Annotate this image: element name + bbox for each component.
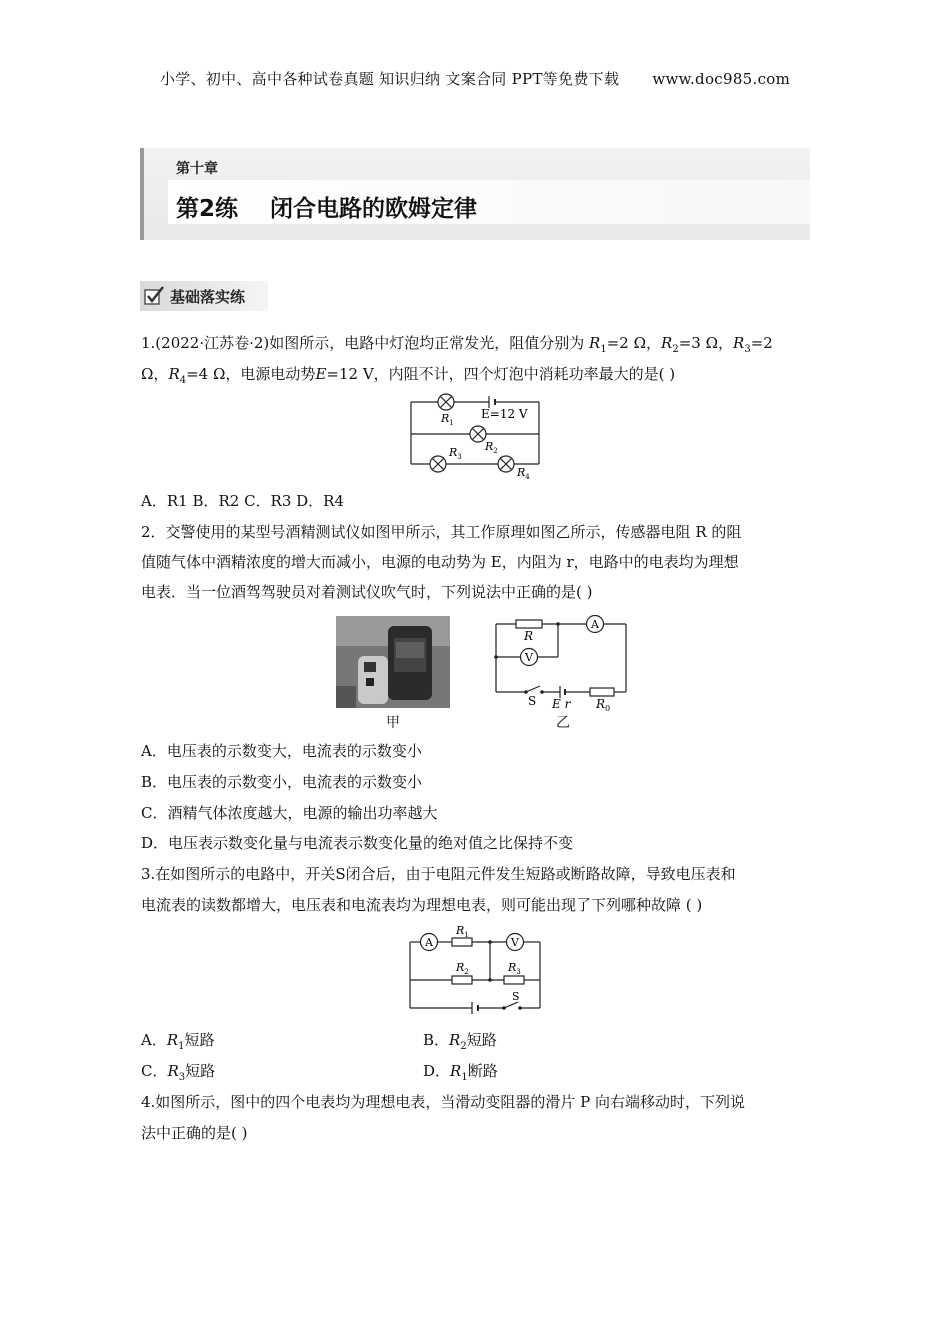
q3-line1: 3.在如图所示的电路中，开关S闭合后，由于电阻元件发生短路或断路故障，导致电压表和 (141, 865, 736, 883)
sensor-resistor-icon (516, 620, 542, 628)
breathalyzer-photo (336, 616, 450, 708)
svg-text:V: V (511, 936, 519, 949)
q2-option-b: B．电压表的示数变小，电流表的示数变小 (141, 773, 423, 791)
q2-label-r0: $R_0$ (596, 697, 611, 713)
q1-label-r4: $R_4$ (517, 466, 530, 481)
q1-label-r1: $R_1$ (441, 412, 454, 427)
q2-voltmeter-icon (521, 649, 538, 666)
q3-label-r1: $R_1$ (456, 924, 469, 939)
q3-r3-resistor-icon (504, 976, 524, 984)
q1-options-text: A．R1 B．R2 C．R3 D．R4 (141, 492, 345, 510)
q2-line1: 2．交警使用的某型号酒精测试仪如图甲所示，其工作原理如图乙所示，传感器电阻 R 的阻 (141, 523, 742, 541)
q1-emf-label: E=12 V (481, 407, 528, 421)
q1-label-r3: $R_3$ (449, 446, 462, 461)
section-tag (140, 281, 268, 311)
svg-text:A: A (591, 618, 599, 631)
svg-text:A: A (425, 936, 433, 949)
r0-resistor-icon (590, 688, 614, 696)
q2-option-d: D．电压表示数变化量与电流表示数变化量的绝对值之比保持不变 (141, 834, 574, 852)
q2-line2: 值随气体中酒精浓度的增大而减小，电源的电动势为 E，内阻为 r，电路中的电表均为理想 (141, 553, 739, 571)
section-label: 基础落实练 (170, 288, 246, 306)
q2-circuit-diagram (490, 612, 630, 713)
caption-jia: 甲 (386, 715, 400, 731)
lesson-title: 第2练 闭合电路的欧姆定律 (176, 196, 478, 222)
lamp-r3-icon (430, 456, 446, 472)
q3-option-a: A．$R_1$短路 (141, 1031, 215, 1052)
q2-option-a: A．电压表的示数变大，电流表的示数变小 (141, 742, 422, 760)
q2-label-switch: S (528, 694, 537, 708)
q3-label-switch: S (512, 990, 520, 1003)
q3-label-r2: $R_2$ (456, 961, 469, 976)
q3-voltmeter-icon (507, 934, 524, 951)
q3-option-b: B．$R_2$短路 (423, 1031, 497, 1052)
q3-option-d: D．$R_1$断路 (423, 1062, 498, 1083)
q3-line2: 电流表的读数都增大，电压表和电流表均为理想电表，则可能出现了下列哪种故障 ( ) (141, 896, 703, 914)
banner-site[interactable]: www.doc985.com (652, 70, 791, 88)
q1-circuit-diagram (405, 392, 550, 482)
q1-line1: 1.(2022·江苏卷·2)如图所示，电路中灯泡均正常发光，阻值分别为 $R_1=2$ Ω，$R_2=3$ Ω，$R_3=2$ (141, 334, 773, 355)
chapter-title: 第十章 (176, 161, 218, 177)
svg-text:V: V (525, 651, 533, 664)
checkbox-icon (143, 285, 165, 307)
q3-r1-resistor-icon (452, 938, 472, 946)
q4-line2: 法中正确的是( ) (141, 1124, 248, 1142)
q2-ammeter-icon (587, 616, 604, 633)
q2-option-c: C．酒精气体浓度越大，电源的输出功率越大 (141, 804, 438, 822)
q2-label-r: R (524, 629, 534, 643)
lamp-r2-icon (470, 426, 486, 442)
q3-circuit-diagram (404, 924, 546, 1016)
q2-line3: 电表．当一位酒驾驾驶员对着测试仪吹气时，下列说法中正确的是( ) (141, 583, 593, 601)
q1-line2: Ω，$R_4=4$ Ω，电源电动势E=12 V，内阻不计，四个灯泡中消耗功率最大的是( ) (141, 365, 676, 386)
q3-label-r3: $R_3$ (508, 961, 521, 976)
lamp-r1-icon (438, 394, 454, 410)
lamp-r4-icon (498, 456, 514, 472)
q3-ammeter-icon (421, 934, 438, 951)
q1-label-r2: $R_2$ (485, 440, 498, 455)
caption-yi: 乙 (556, 715, 570, 731)
q3-r2-resistor-icon (452, 976, 472, 984)
banner-text: 小学、初中、高中各种试卷真题 知识归纳 文案合同 PPT等免费下载 (159, 70, 620, 88)
q4-line1: 4.如图所示，图中的四个电表均为理想电表，当滑动变阻器的滑片 P 向右端移动时，下列说 (141, 1093, 745, 1111)
q2-label-emf: E r (552, 697, 571, 711)
top-banner (0, 68, 950, 89)
q3-option-c: C．$R_3$短路 (141, 1062, 216, 1083)
q1-options (141, 490, 344, 512)
